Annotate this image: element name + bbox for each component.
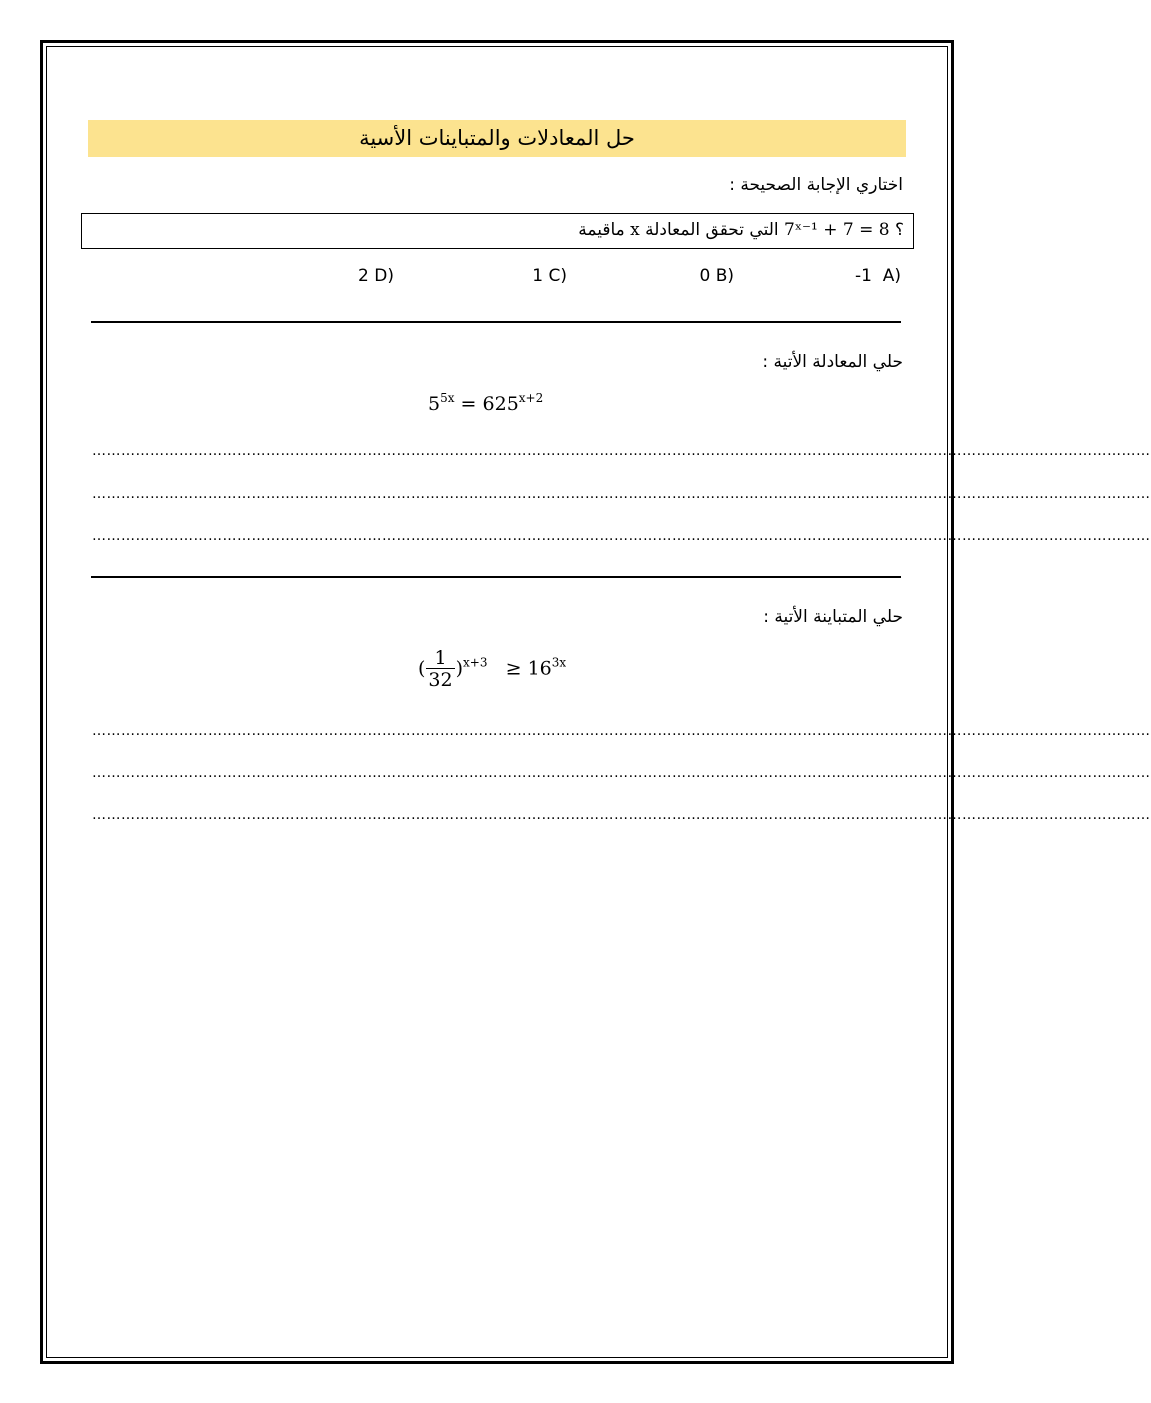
option-b-value: 0 [699,266,711,286]
option-d[interactable] [358,266,394,286]
eq-lhs-base: 5 [428,393,441,415]
answer-line[interactable]: ………………………………………………………………………………………………………………………………………………………………………………………………… [92,807,1151,823]
worksheet-title-text: حل المعادلات والمتباينات الأسية [359,126,635,150]
answer-line[interactable]: ………………………………………………………………………………………………………………………………………………………………………………………………… [92,528,1151,544]
answer-line[interactable]: ………………………………………………………………………………………………………………………………………………………………………………………………… [92,443,1151,459]
question-text [578,220,904,240]
eq-rhs-exponent: x+2 [518,391,544,405]
answer-line[interactable]: ………………………………………………………………………………………………………………………………………………………………………………………………… [92,765,1151,781]
option-c-value: 1 [532,266,544,286]
question-variable: x [630,220,640,240]
ineq-operator: ≥ [505,657,522,680]
worksheet-title [88,120,906,157]
fraction [426,648,454,691]
question-mark: ؟ [894,220,904,240]
option-b[interactable] [699,266,734,286]
mcq-instruction: اختاري الإجابة الصحيحة : [729,175,903,195]
inequality-open-paren: ( [418,657,426,680]
question-prefix: ماقيمة [578,220,625,240]
eq-lhs-exponent: 5x [440,391,455,405]
option-d-value: 2 [358,266,369,286]
option-a[interactable] [855,266,901,286]
option-c[interactable] [532,266,567,286]
option-b-label: B) [715,266,734,286]
fraction-denominator: 32 [428,669,453,691]
option-c-label: C) [548,266,567,286]
ineq-lhs-exponent: x+3 [463,655,488,670]
exponential-inequality [418,648,566,691]
question-box [81,213,914,249]
question-equation: 7ˣ⁻¹ + 7 = 8 [784,220,890,240]
exponential-equation [428,393,543,415]
inequality-instruction: حلي المتباينة الأتية : [763,607,903,627]
section-divider [91,321,901,323]
eq-operator: = [460,393,477,415]
section-divider [91,576,901,578]
fraction-numerator: 1 [434,647,447,669]
inequality-close-paren: ) [455,657,464,680]
option-a-value: -1 [854,266,872,286]
ineq-rhs-exponent: 3x [551,655,567,670]
ineq-rhs-base: 16 [527,657,552,680]
eq-rhs-base: 625 [482,393,519,415]
option-d-label: D) [374,266,394,286]
equation-instruction: حلي المعادلة الأتية : [762,352,903,372]
answer-line[interactable]: ………………………………………………………………………………………………………………………………………………………………………………………………… [92,723,1151,739]
option-a-label: A) [882,266,901,286]
question-mid: التي تحقق المعادلة [645,220,779,240]
answer-line[interactable]: ………………………………………………………………………………………………………………………………………………………………………………………………… [92,486,1151,502]
